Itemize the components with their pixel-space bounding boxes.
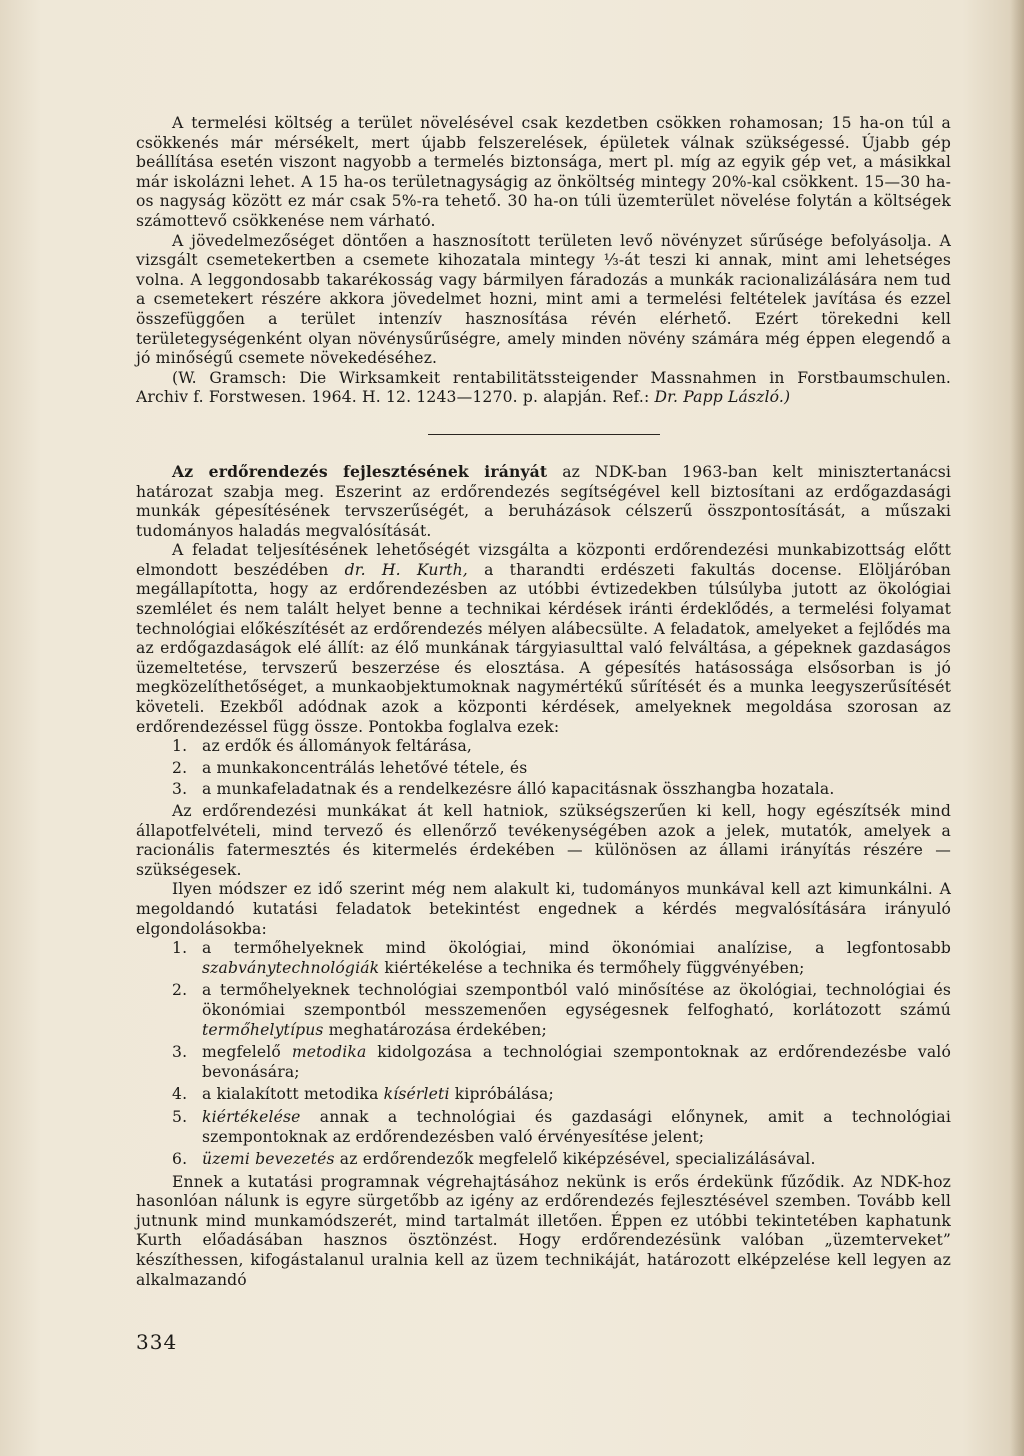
list-number: 1. [172, 737, 188, 756]
paragraph-text: a tharandti erdészeti fakultás docense. Elöljáróban megállapította, hogy az erdőrendezésben az utóbbi évtizedekben túlsúlyba jutott az ökológiai szemlélet és nem talált helyet benne a technikai kérdések iránti érdeklődés, a termelési folyamat technológiai előkészítését az erdőrendezés mélyen alábecsülte. A feladatok, amelyeket a fejlődés ma az erdőgazdaságok elé állít: az élő munkának tárgyiasulttal való felváltása, a gépeknek gazdaságos üzemeltetése, tervszerű beszerzése és elosztása. A gépesítés hatásossága elsősorban is jó megközelíthetőséget, a munkaobjektumoknak nagymértékű sűrítését és a munka leegyszerűsítését követeli. Ezekből adódnak azok a központi kérdések, amelyeknek megoldása szorosan az erdőrendezéssel függ össze. Pontokba foglalva ezek: [136, 560, 951, 736]
list-item [136, 1043, 951, 1082]
list-text: a kialakított metodika [202, 1085, 384, 1104]
page-number: 334 [136, 1330, 178, 1354]
list-item [136, 1085, 951, 1105]
list-item [136, 737, 951, 757]
list-number: 6. [172, 1150, 188, 1169]
text-body [136, 114, 951, 1290]
section-divider [428, 434, 660, 435]
list-number: 5. [172, 1107, 188, 1126]
list-number: 3. [172, 780, 188, 799]
list-text: az erdők és állományok feltárása, [202, 737, 473, 756]
paragraph: A jövedelmezőséget döntően a hasznosított területen levő növényzet sűrűsége befolyásolja. A vizsgált csemetekertben a csemete kihozatala mintegy ⅓-át teszi ki annak, mint ami lehetséges volna. A leggondosabb takarékosság vagy bármilyen fáradozás a munkák racionalizálására nem tud a csemetekert részére akkora jövedelmet hozni, mint ami a termelési feltételek javítása és ezzel összefüggően a terület intenzív hasznosítása révén elérhető. Ezért törekedni kell területegységenként olyan növénysűrűségre, amely minden növény számára még éppen elegendő a jó minőségű csemete növekedéséhez. [136, 231, 951, 368]
list-item [136, 1108, 951, 1147]
paragraph [136, 462, 951, 541]
list-text: a munkafeladatnak és a rendelkezésre álló kapacitásnak összhangba hozatala. [202, 780, 835, 799]
paragraph-text: az NDK-ban 1963-ban kelt minisztertanácsi határozat szabja meg. Eszerint az erdőrendezés segítségével kell biztosítani az erdőgazdasági munkák gépesítésének tervszerűségét, a beruházások célszerű összpontosítását, a műszaki tudományos haladás megvalósítását. [136, 462, 952, 540]
list-item [136, 981, 951, 1040]
list-text: a munkakoncentrálás lehetővé tétele, és [202, 758, 528, 777]
list-text: megfelelő [202, 1043, 292, 1062]
list-text: kiértékelése a technika és termőhely függvényében; [379, 958, 805, 977]
list-text: meghatározása érdekében; [323, 1020, 547, 1039]
list-emphasis: üzemi bevezetés [202, 1150, 335, 1169]
list-text: a termőhelyeknek technológiai szempontból való minősítése az ökológiai, technológiai és ökonómiai szempontból messzemenően egységesnek felfogható, korlátozott számú [202, 981, 951, 1019]
paragraph: A termelési költség a terület növelésével csak kezdetben csökken rohamosan; 15 ha-on túl a csökkenés már mérsékelt, mert újabb felszerelések, épületek válnak szükségessé. Újabb gép beállítása esetén viszont nagyobb a termelés biztonsága, mert pl. míg az egyik gép vet, a másikkal már iskolázni lehet. A 15 ha-os területnagyságig az önköltség mintegy 20%-kal csökkent. 15—30 ha-os nagyság között ez már csak 5%-ra tehető. 30 ha-on túli üzemterület növelése folytán a költségek számottevő csökkenése nem várható. [136, 114, 951, 230]
list-emphasis: szabványtechnológiák [202, 958, 380, 977]
author-name: dr. H. Kurth, [344, 560, 468, 579]
list-number: 2. [172, 981, 188, 1000]
list-text: kidolgozása a technológiai szempontoknak az erdőrendezésbe való bevonására; [202, 1043, 951, 1081]
list-item [136, 939, 951, 978]
numbered-list [136, 939, 951, 1170]
list-emphasis: kísérleti [383, 1085, 450, 1104]
list-item [136, 780, 951, 800]
list-number: 3. [172, 1043, 188, 1062]
paragraph [136, 541, 951, 737]
paragraph-text: A feladat teljesítésének lehetőségét vizsgálta a központi erdőrendezési munkabizottság előtt elmondott beszédében [136, 541, 951, 579]
list-text: kipróbálása; [449, 1085, 554, 1104]
list-emphasis: kiértékelése [202, 1107, 301, 1126]
paragraph: Ilyen módszer ez idő szerint még nem alakult ki, tudományos munkával kell azt kimunkálni. A megoldandó kutatási feladatok betekintést engednek a kérdés megvalósítására irányuló elgondolásokba: [136, 880, 951, 938]
list-emphasis: termőhelytípus [202, 1020, 324, 1039]
list-number: 1. [172, 939, 188, 958]
list-text: a termőhelyeknek mind ökológiai, mind ökonómiai analízise, a legfontosabb [202, 939, 951, 958]
reference [136, 369, 951, 408]
numbered-list [136, 737, 951, 800]
list-number: 4. [172, 1085, 188, 1104]
list-text: annak a technológiai és gazdasági előnynek, amit a technológiai szempontoknak az erdőrendezésben való érvényesítése jelent; [202, 1107, 951, 1146]
list-text: az erdőrendezők megfelelő kiképzésével, specializálásával. [334, 1150, 816, 1169]
paragraph: Az erdőrendezési munkákat át kell hatniok, szükségszerűen ki kell, hogy egészítsék mind állapotfelvételi, mind tervező és ellenőrző tevékenységében azok a jelek, mutatók, amelyek a racionális fatermesztés és kitermelés érdekében — különösen az állami irányítás részére — szükségesek. [136, 802, 951, 879]
reviewer-name: Dr. Papp László.) [654, 388, 791, 407]
list-number: 2. [172, 758, 188, 777]
page-edge-shadow [1010, 0, 1024, 1456]
lead-phrase: Az erdőrendezés fejlesztésének irányát [172, 461, 548, 481]
paragraph: Ennek a kutatási programnak végrehajtásához nekünk is erős érdekünk fűződik. Az NDK-hoz hasonlóan nálunk is egyre sürgetőbb az igény az erdőrendezés fejlesztésével szemben. Tovább kell jutnunk mind munkamódszerét, mind tartalmát illetően. Éppen ez utóbbi tekintetében kaphatunk Kurth előadásában hasznos ösztönzést. Hogy erdőrendezésünk valóban „üzemterveket” készíthessen, kifogástalanul uralnia kell az üzem technikáját, határozott elképzelése kell legyen az alkalmazandó [136, 1172, 951, 1289]
list-emphasis: metodika [291, 1043, 367, 1062]
reference-text: (W. Gramsch: Die Wirksamkeit rentabilitätssteigender Massnahmen in Forstbaumschulen. Archiv f. Forstwesen. 1964. H. 12. 1243—1270. p. alapján. Ref.: [136, 368, 951, 407]
list-item [136, 1150, 951, 1170]
list-item [136, 759, 951, 779]
